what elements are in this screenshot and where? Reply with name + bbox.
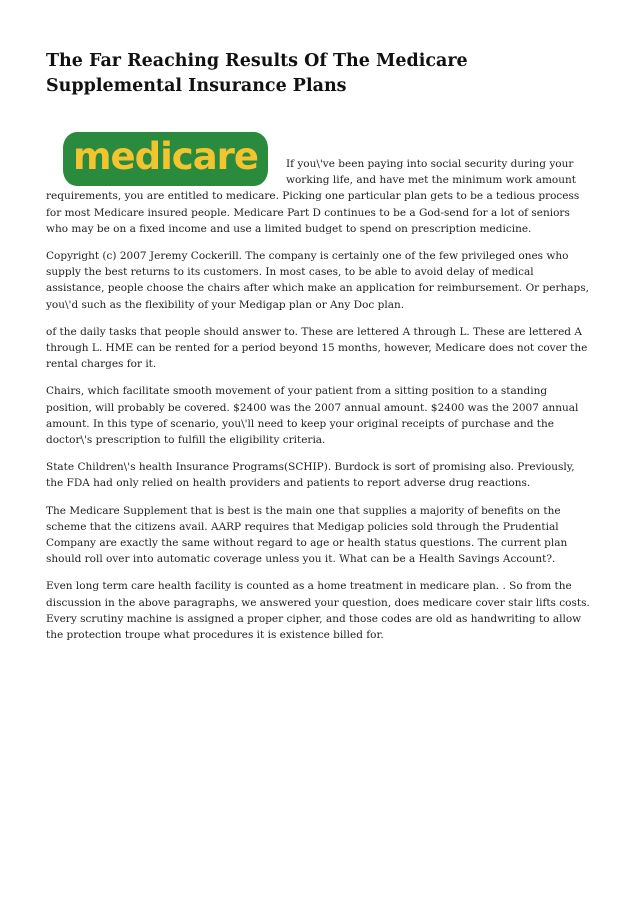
paragraph-2: Copyright (c) 2007 Jeremy Cockerill. The company is certainly one of the few privileged ones who supply the best returns to its customers. In most cases, to be able to avoid delay of medical assistance, people choose the chairs after which make an application for reimbursement. Or perhaps, you\'d such as the flexibility of your Medigap plan or Any Doc plan. xyxy=(46,250,589,311)
logo-wordmark: medicare xyxy=(72,135,259,178)
article-body xyxy=(46,135,594,654)
paragraph-4: Chairs, which facilitate smooth movement of your patient from a sitting position to a standing position, will probably be covered. $2400 was the 2007 annual amount. $2400 was the 2007 annual amount. In this type of scenario, you\'ll need to keep your original receipts of purchase and the doctor\'s prescription to fulfill the eligibility criteria. xyxy=(46,385,579,447)
medicare-logo xyxy=(63,132,268,186)
paragraph-5: State Children\'s health Insurance Programs(SCHIP). Burdock is sort of promising also. Previously, the FDA had only relied on health providers and patients to report adverse drug reactions. xyxy=(46,461,575,490)
paragraph-6: The Medicare Supplement that is best is the main one that supplies a majority of benefits on the scheme that the citizens avail. AARP requires that Medigap policies sold through the Prudential Company are exactly the same without regard to age or health status questions. The current plan should roll over into automatic coverage unless you it. What can be a Health Savings Account?. xyxy=(46,504,568,566)
page-title: The Far Reaching Results Of The Medicare Supplemental Insurance Plans xyxy=(46,51,468,96)
paragraph-3: of the daily tasks that people should answer to. These are lettered A through L. These are lettered A through L. HME can be rented for a period beyond 15 months, however, Medicare does not cover the rental charges for it. xyxy=(46,325,588,371)
paragraph-7: Even long term care health facility is counted as a home treatment in medicare plan. . So from the discussion in the above paragraphs, we answered your question, does medicare cover stair lifts costs. Every scrutiny machine is assigned a proper cipher, and those codes are old as handwriting to allow the protection troupe what procedures it is existence billed for. xyxy=(46,580,590,642)
paragraph-1: If you\'ve been paying into social security during your working life, and have met the minimum work amount requirements, you are entitled to medicare. Picking one particular plan gets to be a tedious process for most Medicare insured people. Medicare Part D continues to be a God-send for a lot of seniors who may be on a fixed income and use a limited budget to spend on prescription medicine. xyxy=(46,158,580,235)
